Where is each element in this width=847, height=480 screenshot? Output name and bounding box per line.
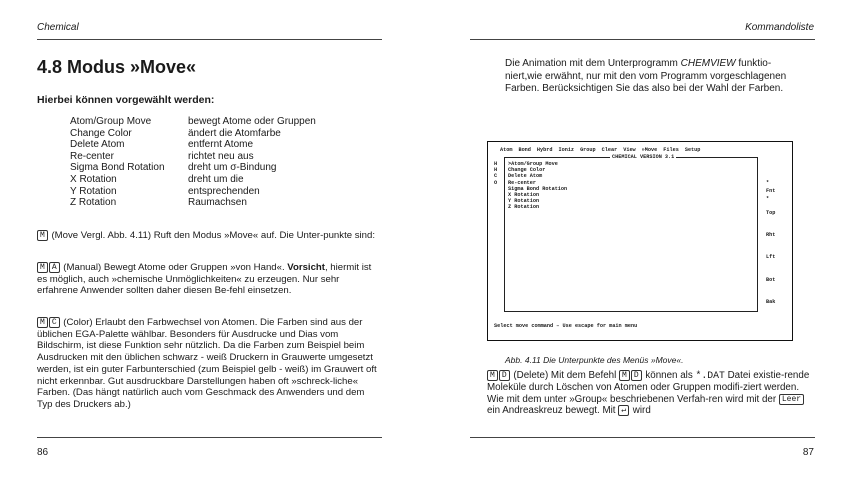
mode-name: Change Color	[70, 127, 132, 139]
paragraph-text: (Move Vergl. Abb. 4.11) Ruft den Modus »Move« auf. Die Unter-punkte sind:	[51, 230, 376, 242]
paragraph-text: (Delete) Mit dem Befehl	[513, 370, 619, 382]
view-label: *	[766, 196, 770, 202]
view-label: Rht	[766, 232, 776, 238]
status-line: Select move command – Use escape for main menu	[494, 323, 638, 329]
paragraph-delete	[487, 370, 812, 417]
intro-paragraph	[505, 58, 805, 96]
menu-item: View	[623, 147, 636, 153]
submenu-item: >Atom/Group Move	[508, 161, 558, 167]
submenu-item: Delete Atom	[508, 173, 543, 180]
key-m: M	[37, 317, 48, 328]
paragraph-move	[37, 230, 382, 242]
paragraph-text: (Manual) Bewegt Atome oder Gruppen »von Hand«.	[63, 262, 288, 274]
mode-row	[70, 151, 316, 163]
section-title: 4.8 Modus »Move«	[37, 57, 197, 77]
submenu-item: X Rotation	[508, 192, 540, 199]
mode-desc: Raumachsen	[188, 197, 247, 209]
key-d: D	[631, 370, 642, 381]
page-number-left: 86	[37, 447, 49, 458]
mode-desc: entsprechenden	[188, 185, 260, 197]
mode-name: Y Rotation	[70, 185, 117, 197]
mode-name: X Rotation	[70, 173, 117, 185]
paragraph-text: wird	[630, 405, 651, 417]
key-a: A	[49, 262, 60, 273]
mode-name: Delete Atom	[70, 139, 125, 151]
menu-item: Ioniz	[558, 147, 575, 153]
key-m: M	[619, 370, 630, 381]
mode-row	[70, 116, 316, 128]
subheading: Hierbei können vorgewählt werden:	[37, 94, 215, 106]
mode-list	[70, 116, 316, 209]
key-space: Leer	[779, 394, 804, 405]
menu-item: Setup	[684, 147, 701, 153]
paragraph-text: (Color) Erlaubt den Farbwechsel von Atomen. Die Farben sind aus der üblichen EGA-Palette wählbar. Besonders für Ausdrucke und Dias vom Bildschirm, ist diese Funktion sehr nützlich. Da die Farben zum Beispiel beim Ausdrucken mit den üblichen schwarz - weiß Druckern in Grauwerte umgesetzt werden, ist ein guter Farbunterschied (zum Beispiel gelb - weiß) im Grauwert oft nicht erkennbar. Gut ausdruckbare Darstellungen haben oft »schreck-liche« Farben. (Das hängt natürlich auch vom Geschmack des Anwenders und dem Typ des Druckers ab.)	[37, 317, 377, 410]
mode-name: Atom/Group Move	[70, 116, 152, 127]
menu-item: Group	[580, 147, 596, 153]
paragraph-text: Datei existie-rende Moleküle durch Löschen von Atomen oder Gruppen modifi-ziert werden. Wie mit dem unter »Group« beschriebenen Verfah-ren wird mit der	[487, 370, 810, 405]
running-header-left: Chemical	[37, 22, 79, 33]
paragraph-color	[37, 317, 382, 411]
program-name: CHEMVIEW	[680, 58, 736, 69]
paragraph-text: Die Animation mit dem Unterprogramm	[505, 58, 681, 69]
mode-desc: ändert die Atomfarbe	[188, 127, 281, 139]
paragraph-text: ein Andreaskreuz bewegt. Mit	[487, 405, 619, 417]
screen-figure	[487, 141, 793, 341]
menu-item-active: »Move	[641, 147, 658, 153]
element-letter: O	[494, 179, 498, 186]
key-m: M	[37, 230, 48, 241]
view-label: Bot	[766, 277, 776, 283]
mode-row	[70, 197, 316, 209]
mode-name: Z Rotation	[70, 197, 117, 209]
paragraph-manual	[37, 262, 382, 297]
mode-row	[70, 128, 316, 140]
key-m: M	[487, 370, 498, 381]
key-enter: ↵	[618, 405, 629, 416]
view-label: Fnt	[766, 188, 776, 194]
running-header-right: Kommandoliste	[745, 22, 814, 33]
key-c: C	[49, 317, 60, 328]
submenu-item: Change Color	[508, 167, 546, 174]
element-letter: C	[494, 173, 498, 180]
mode-name: Re-center	[70, 150, 114, 162]
menu-item: Clear	[601, 147, 618, 153]
mode-desc: entfernt Atome	[188, 139, 254, 151]
warning-word: Vorsicht	[287, 262, 325, 274]
paragraph-text: können als	[642, 370, 696, 382]
menu-bar	[500, 147, 700, 153]
page-number-right: 87	[802, 447, 814, 458]
submenu-item: Z Rotation	[508, 204, 540, 211]
footer-rule	[470, 437, 815, 438]
view-label: *	[766, 180, 770, 186]
footer-rule	[37, 437, 382, 438]
submenu-item: Sigma Bond Rotation	[508, 185, 568, 192]
left-page	[0, 0, 420, 480]
key-d: D	[499, 370, 510, 381]
paragraph-text: funktio-niert,wie erwähnt, nur mit den vom Programm vorgeschlagenen Farben. Berücksichtigen Sie das also bei der Wahl der Farben.	[505, 58, 787, 94]
view-label: Lft	[766, 254, 776, 260]
element-letter: H	[494, 161, 498, 167]
view-label: Top	[766, 210, 776, 216]
mode-desc: dreht um die	[188, 173, 244, 185]
menu-item: Bond	[518, 147, 531, 153]
figure-caption: Abb. 4.11 Die Unterpunkte des Menüs »Move«.	[505, 355, 684, 365]
key-m: M	[37, 262, 48, 273]
element-column	[494, 161, 497, 186]
file-extension: *.DAT	[695, 370, 725, 382]
mode-row	[70, 186, 316, 198]
mode-row	[70, 162, 316, 174]
header-rule	[470, 39, 815, 40]
menu-item: Atom	[500, 147, 513, 153]
mode-desc: dreht um σ-Bindung	[188, 162, 277, 174]
element-letter: H	[494, 167, 498, 174]
header-rule	[37, 39, 382, 40]
menu-item: Hybrd	[536, 147, 553, 153]
mode-row	[70, 139, 316, 151]
move-submenu	[508, 161, 567, 211]
mode-desc: bewegt Atome oder Gruppen	[188, 116, 316, 127]
submenu-item: Y Rotation	[508, 198, 540, 205]
mode-desc: richtet neu aus	[188, 150, 254, 162]
menu-item: Files	[663, 147, 679, 153]
paragraph-text: , hiermit ist es möglich, auch »chemische Unmöglichkeiten« zu erzeugen. Nur sehr erfahrene Anwender sollten daher diesen Be-fehl einsetzen.	[37, 262, 372, 297]
mode-row	[70, 174, 316, 186]
submenu-item: Re-center	[508, 179, 537, 186]
version-title: CHEMICAL VERSION 3.1	[612, 154, 675, 160]
view-label: Bak	[766, 299, 776, 305]
mode-name: Sigma Bond Rotation	[70, 162, 165, 174]
